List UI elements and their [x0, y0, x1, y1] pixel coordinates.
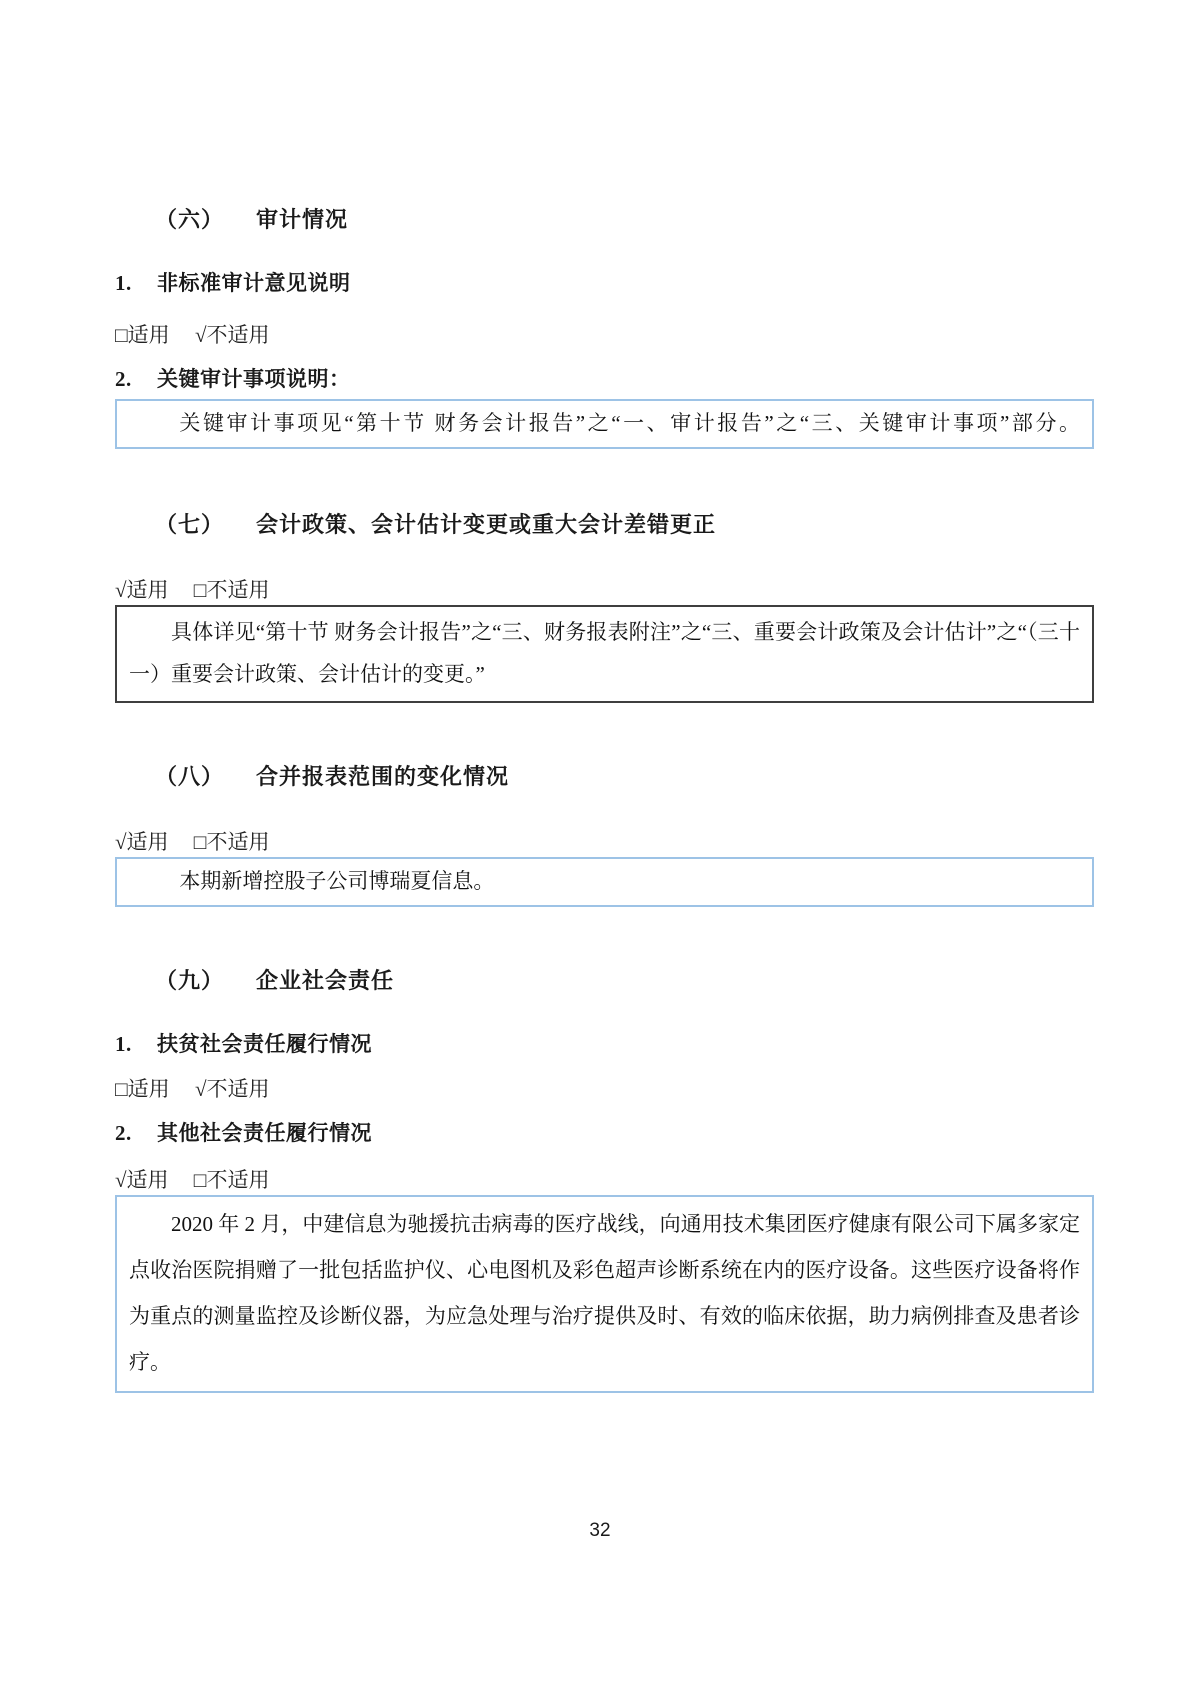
- section-7-note-box: [115, 605, 1094, 703]
- section-7-title: 会计政策、会计估计变更或重大会计差错更正: [256, 512, 717, 537]
- section-9-note-text: 2020 年 2 月，中建信息为驰援抗击病毒的医疗战线，向通用技术集团医疗健康有限公司下属多家定点收治医院捐赠了一批包括监护仪、心电图机及彩色超声诊断系统在内的医疗设备。这些医疗设备将作为重点的测量监控及诊断仪器，为应急处理与治疗提供及时、有效的临床依据，助力病例排查及患者诊疗。: [129, 1212, 1080, 1374]
- section-8-note-text: 本期新增控股子公司博瑞夏信息。: [179, 869, 495, 893]
- section-9-item-2-applicability: [115, 1167, 1094, 1193]
- section-9-title: 企业社会责任: [256, 968, 395, 993]
- section-6-note-text: 关键审计事项见“第十节 财务会计报告”之“一、审计报告”之“三、关键审计事项”部分。: [179, 411, 1080, 435]
- section-6-number: （六）: [155, 207, 225, 232]
- applicable-option: √适用: [115, 578, 169, 602]
- section-6-note-box: [115, 399, 1094, 449]
- section-7-note-text: 具体详见“第十节 财务会计报告”之“三、财务报表附注”之“三、重要会计政策及会计估计”之“（三十一）重要会计政策、会计估计的变更。”: [129, 620, 1080, 686]
- not-applicable-option: √不适用: [194, 1077, 270, 1101]
- section-6-heading: [155, 206, 1094, 234]
- applicable-option: □适用: [115, 1077, 170, 1101]
- section-8-number: （八）: [155, 764, 225, 789]
- applicable-option: √适用: [115, 1168, 169, 1192]
- section-7-heading: [155, 511, 1094, 539]
- applicable-option: √适用: [115, 830, 169, 854]
- section-9-heading: [155, 967, 1094, 995]
- section-6-item-2-heading: [115, 366, 1094, 393]
- section-7-number: （七）: [155, 512, 225, 537]
- section-7-applicability: [115, 577, 1094, 603]
- section-6-item-1-applicability: [115, 322, 1094, 348]
- item-title: 其他社会责任履行情况: [157, 1121, 372, 1145]
- section-8-applicability: [115, 829, 1094, 855]
- not-applicable-option: □不适用: [193, 578, 270, 602]
- item-number: 1.: [115, 1032, 132, 1056]
- section-6-item-1-heading: [115, 270, 1094, 297]
- not-applicable-option: □不适用: [193, 1168, 270, 1192]
- item-number: 1.: [115, 271, 132, 295]
- section-6-title: 审计情况: [256, 207, 349, 232]
- item-title: 关键审计事项说明：: [157, 367, 351, 391]
- not-applicable-option: √不适用: [194, 323, 270, 347]
- section-9-item-2-heading: [115, 1120, 1094, 1147]
- section-8-note-box: [115, 857, 1094, 907]
- not-applicable-option: □不适用: [193, 830, 270, 854]
- section-8-title: 合并报表范围的变化情况: [256, 764, 510, 789]
- section-9-number: （九）: [155, 968, 225, 993]
- item-title: 非标准审计意见说明: [157, 271, 351, 295]
- section-9-item-1-heading: [115, 1031, 1094, 1058]
- item-title: 扶贫社会责任履行情况: [157, 1032, 372, 1056]
- page-number: 32: [589, 1520, 611, 1541]
- section-9-item-1-applicability: [115, 1076, 1094, 1102]
- item-number: 2.: [115, 367, 132, 391]
- section-8-heading: [155, 763, 1094, 791]
- item-number: 2.: [115, 1121, 132, 1145]
- applicable-option: □适用: [115, 323, 170, 347]
- section-9-note-box: [115, 1195, 1094, 1393]
